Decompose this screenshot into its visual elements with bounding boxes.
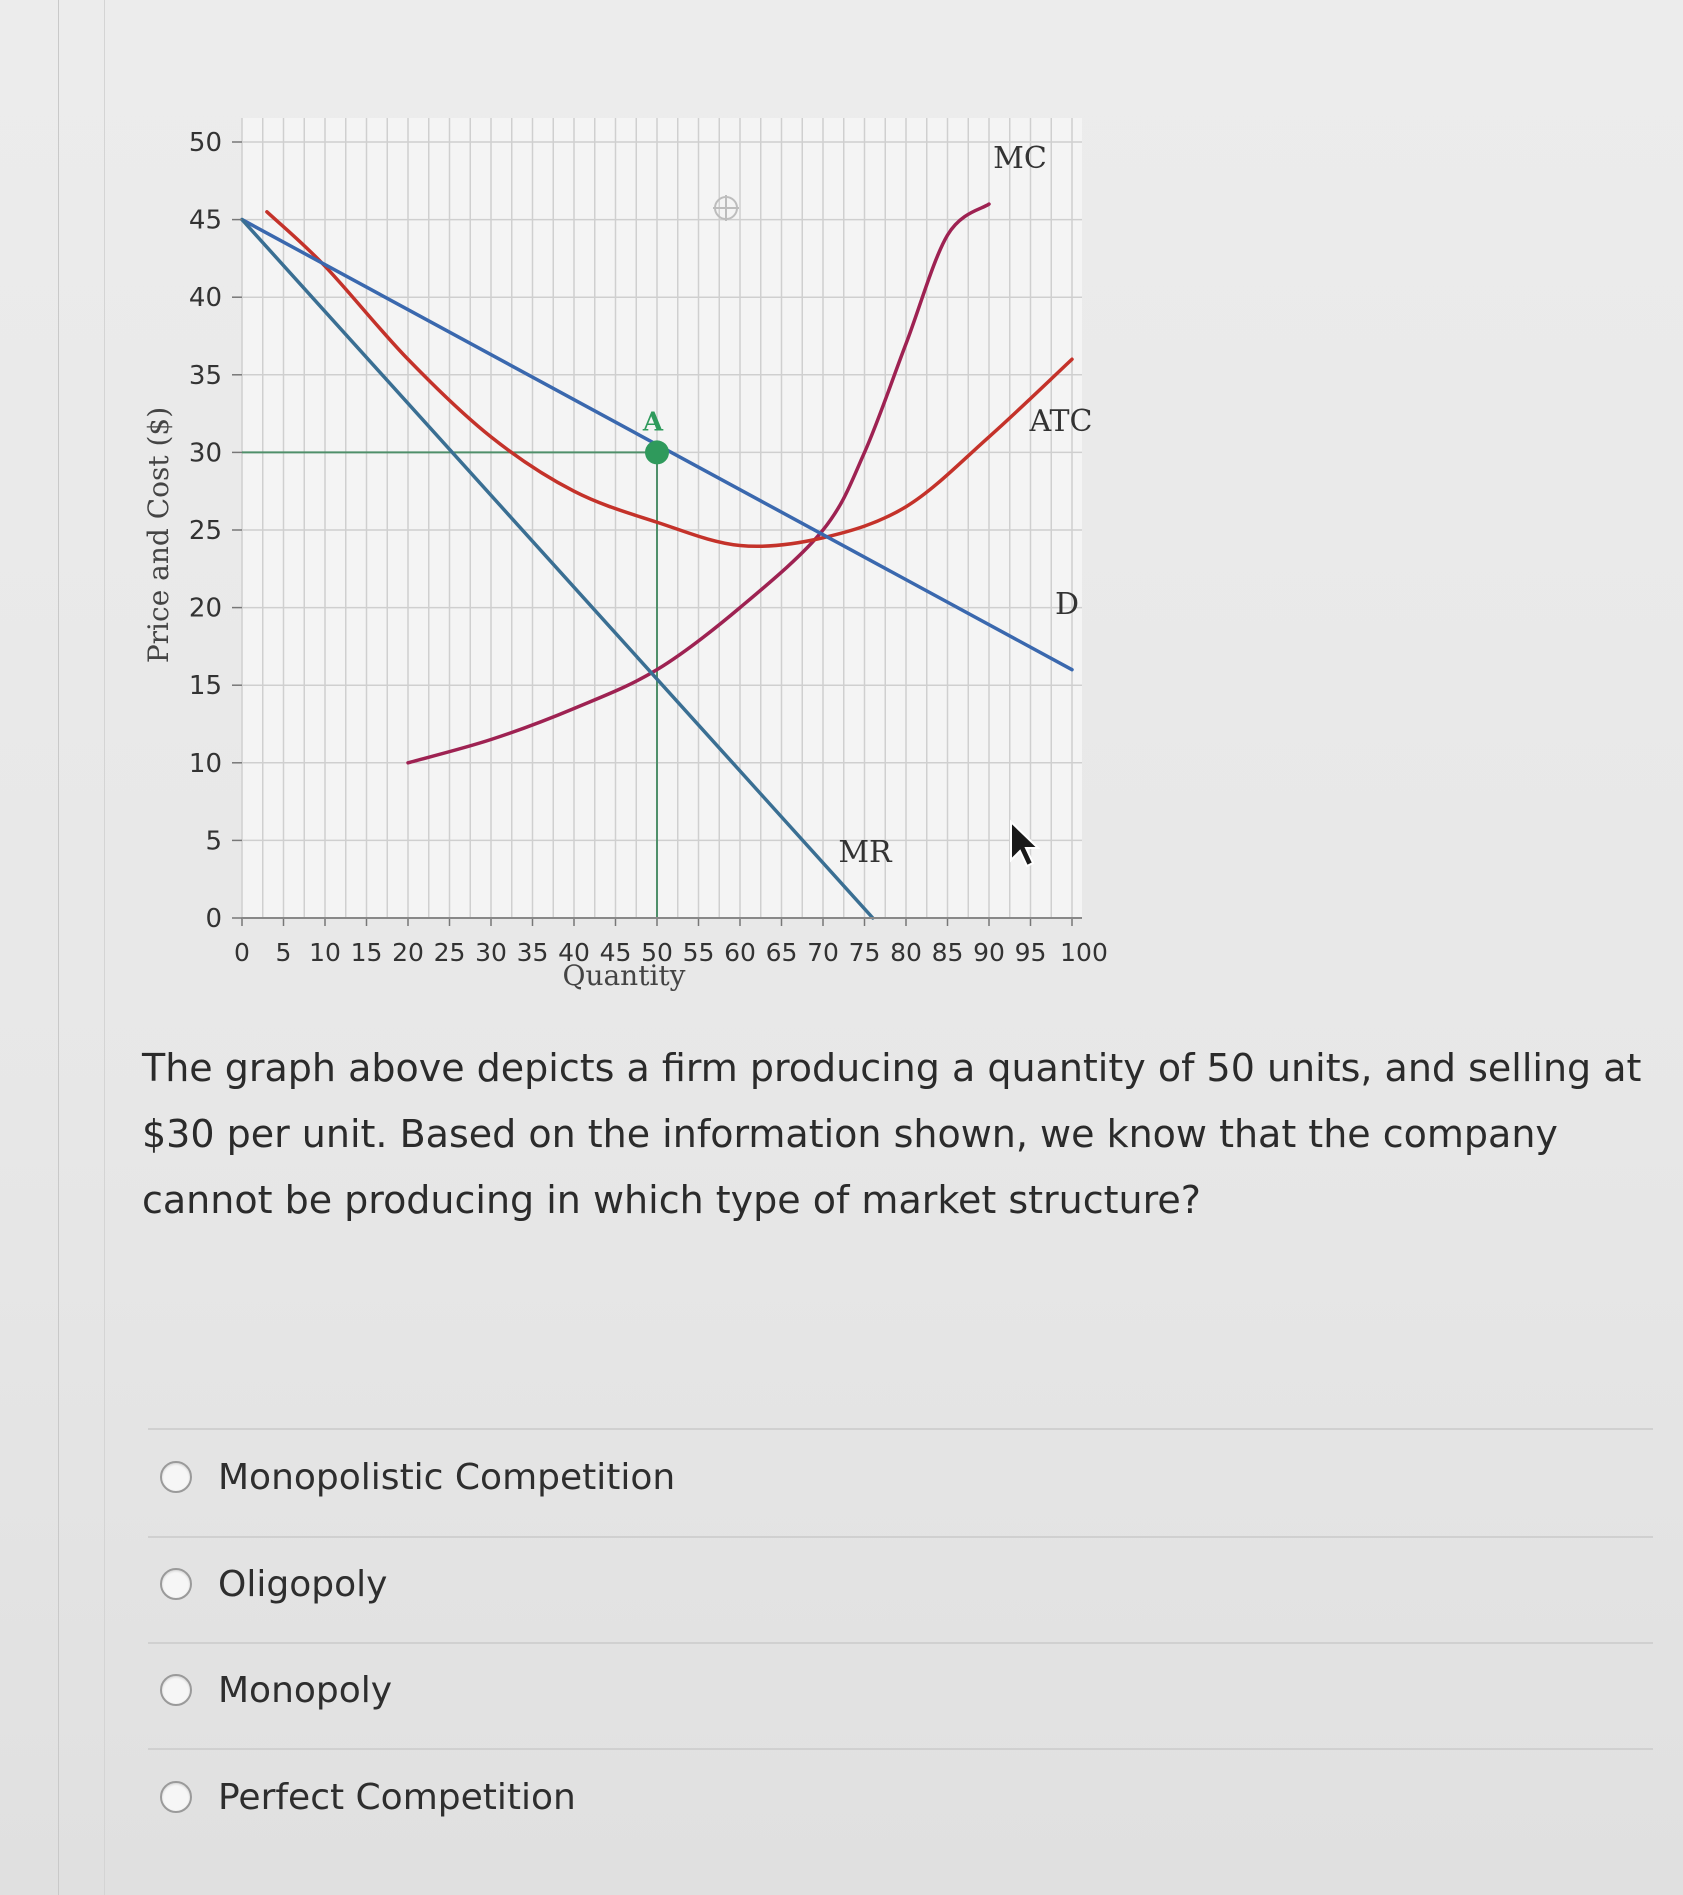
x-tick-label: 100: [1060, 938, 1108, 967]
option-label: Perfect Competition: [218, 1776, 576, 1818]
option-label: Monopolistic Competition: [218, 1456, 676, 1498]
option-label: Oligopoly: [218, 1563, 388, 1605]
x-tick-label: 25: [433, 938, 466, 967]
y-tick-label: 45: [188, 205, 222, 236]
point-a-label: A: [642, 407, 664, 438]
x-tick-label: 80: [890, 938, 922, 967]
option-label: Monopoly: [218, 1669, 393, 1711]
option-monopolistic-competition[interactable]: [160, 1424, 1640, 1530]
x-tick-label: 95: [1014, 938, 1047, 967]
x-axis-label: Quantity: [562, 959, 686, 992]
y-tick-label: 40: [188, 283, 222, 314]
x-tick-label: 65: [765, 938, 798, 967]
x-tick-label: 85: [931, 938, 964, 967]
x-tick-label: 15: [350, 938, 383, 967]
series-label-d: D: [1054, 587, 1080, 622]
option-perfect-competition[interactable]: [160, 1744, 1640, 1850]
point-a-marker: [645, 440, 669, 464]
y-tick-label: 20: [188, 593, 222, 624]
x-tick-label: 20: [392, 938, 424, 967]
y-tick-label: 25: [188, 516, 222, 546]
x-tick-label: 35: [516, 938, 549, 967]
plot-background: [242, 118, 1082, 918]
y-tick-label: 50: [188, 128, 222, 158]
x-tick-label: 70: [807, 938, 839, 967]
x-tick-label: 75: [848, 938, 881, 967]
question-text: The graph above depicts a firm producing a quantity of 50 units, and selling at $30 per unit. Based on the information shown, we know that the company cannot be producing in which type of market structure?: [142, 1046, 1642, 1222]
x-tick-label: 50: [641, 938, 673, 967]
y-tick-label: 5: [205, 826, 222, 857]
x-tick-label: 0: [234, 938, 250, 967]
radio-button[interactable]: [160, 1781, 192, 1813]
radio-button[interactable]: [160, 1461, 192, 1493]
y-tick-label: 10: [188, 748, 222, 779]
x-tick-label: 5: [275, 938, 292, 967]
series-label-mr: MR: [838, 835, 892, 870]
chart-grid: [242, 118, 1082, 918]
y-axis-label: Price and Cost ($): [142, 406, 175, 664]
option-monopoly[interactable]: [160, 1637, 1640, 1743]
x-tick-label: 10: [309, 938, 341, 967]
option-oligopoly[interactable]: [160, 1531, 1640, 1637]
radio-button[interactable]: [160, 1674, 192, 1706]
series-label-atc: ATC: [1029, 404, 1093, 439]
x-tick-label: 55: [682, 938, 715, 967]
x-tick-label: 90: [973, 938, 1005, 967]
x-tick-label: 45: [599, 938, 632, 967]
y-tick-label: 30: [188, 438, 222, 469]
radio-button[interactable]: [160, 1568, 192, 1600]
y-tick-label: 35: [188, 360, 222, 391]
x-tick-label: 30: [475, 938, 507, 967]
x-tick-label: 40: [558, 938, 590, 967]
y-tick-label: 0: [205, 904, 222, 934]
y-tick-label: 15: [188, 671, 222, 702]
x-tick-label: 60: [724, 938, 756, 967]
series-label-mc: MC: [993, 141, 1047, 176]
